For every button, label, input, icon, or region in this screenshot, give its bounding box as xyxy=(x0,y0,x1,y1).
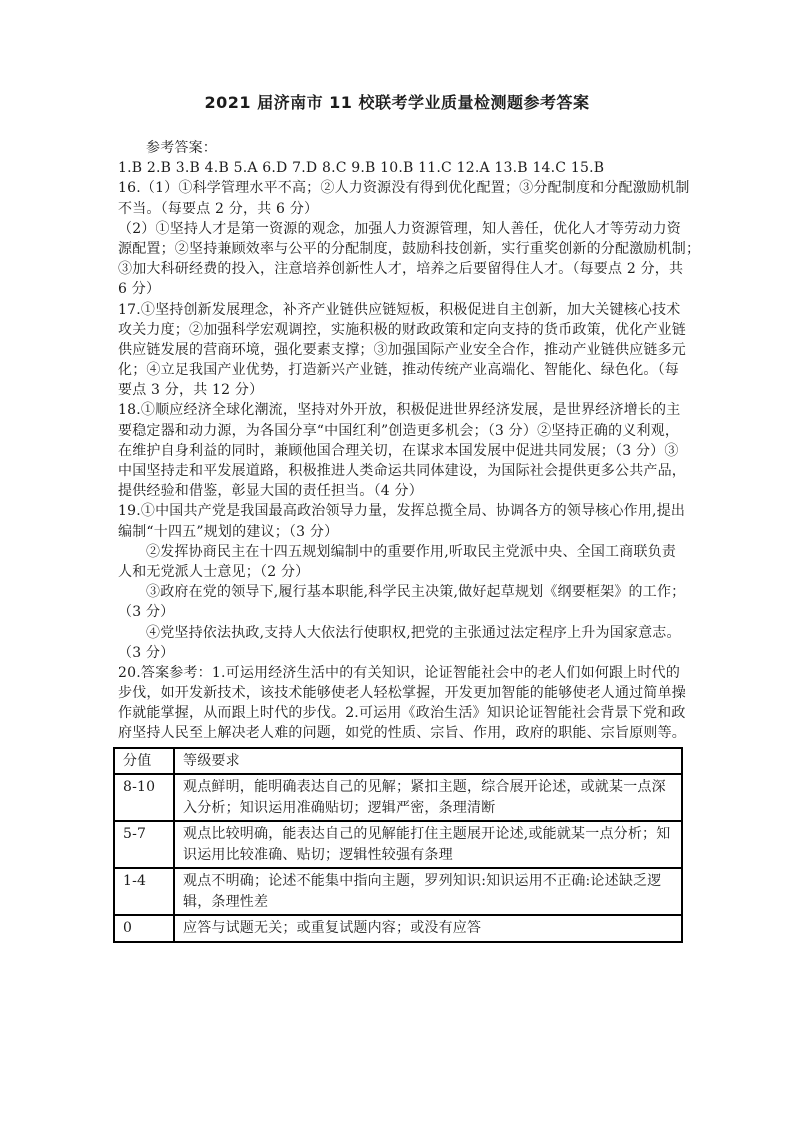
answer-line: 府坚持人民至上解决老人难的问题，如党的性质、宗旨、作用，政府的职能、宗旨原则等。 xyxy=(118,725,686,742)
answer-line: 供应链发展的营商环境，强化要素支撑；③加强国际产业安全合作，推动产业链供应链多元 xyxy=(118,341,686,358)
answer-line: 16.（1）①科学管理水平不高；②人力资源没有得到优化配置；③分配制度和分配激励机制 xyxy=(118,180,690,197)
answer-line: 攻关力度；②加强科学宏观调控，实施积极的财政政策和定向支持的货币政策，优化产业链 xyxy=(118,321,686,338)
answer-line: 中国坚持走和平发展道路，积极推进人类命运共同体建设，为国际社会提供更多公共产品， xyxy=(118,463,686,479)
answer-line: ②发挥协商民主在十四五规划编制中的重要作用,听取民主党派中央、全国工商联负责 xyxy=(146,543,677,560)
table-row xyxy=(114,774,682,821)
answer-line: 源配置；②坚持兼顾效率与公平的分配制度，鼓励科技创新，实行重奖创新的分配激励机制； xyxy=(118,240,701,257)
grading-table xyxy=(113,747,683,943)
table-header-row xyxy=(114,748,682,775)
score-cell: 0 xyxy=(114,915,174,942)
requirement-cell: 观点鲜明，能明确表达自己的见解；紧扣主题，综合展开论述，或就某一点深入分析；知识运用准确贴切；逻辑严密，条理清断 xyxy=(174,774,682,821)
score-cell: 1-4 xyxy=(114,868,174,915)
answer-line: 18.①顺应经济全球化潮流，坚持对外开放，积极促进世界经济发展，是世界经济增长的主 xyxy=(118,402,681,419)
answer-line: ③政府在党的领导下,履行基本职能,科学民主决策,做好起草规划《纲要框架》的工作； xyxy=(146,584,686,601)
answer-line: （3 分） xyxy=(118,604,175,621)
requirement-cell: 观点不明确；论述不能集中指向主题，罗列知识:知识运用不正确:论述缺乏逻辑，条理性差 xyxy=(174,868,682,915)
answer-line: 20.答案参考：1.可运用经济生活中的有关知识，论证智能社会中的老人们如何跟上时代的 xyxy=(118,664,681,681)
answer-line: 步伐，如开发新技术，该技术能够使老人轻松掌握，开发更加智能的能够使老人通过简单操 xyxy=(118,685,686,702)
score-cell: 5-7 xyxy=(114,821,174,868)
answer-line: ④党坚持依法执政,支持人大依法行使职权,把党的主张通过法定程序上升为国家意志。 xyxy=(146,624,681,641)
table-row xyxy=(114,868,682,915)
answer-line: 提供经验和借鉴，彰显大国的责任担当。（4 分） xyxy=(118,483,423,500)
answer-line: 17.①坚持创新发展理念，补齐产业链供应链短板，积极促进自主创新，加大关键核心技术 xyxy=(118,301,681,318)
answer-line: 编制“十四五”规划的建议；（3 分） xyxy=(118,523,339,540)
answer-block-19 xyxy=(113,501,685,663)
page-title: 2021 届济南市 11 校联考学业质量检测题参考答案 xyxy=(204,93,590,112)
document-body xyxy=(113,138,701,943)
answer-block-17 xyxy=(113,300,685,401)
objective-answers-line: 1.B 2.B 3.B 4.B 5.A 6.D 7.D 8.C 9.B 10.B 11.C 12.A 13.B 14.C 15.B xyxy=(118,160,605,177)
score-cell: 8-10 xyxy=(114,774,174,821)
answer-line: 不当。（每要点 2 分，共 6 分） xyxy=(118,200,319,217)
answer-line: 6 分） xyxy=(118,281,161,298)
answer-block-16 xyxy=(113,178,701,299)
answer-line: 化；④立足我国产业优势，打造新兴产业链，推动传统产业高端化、智能化、绿色化。（每 xyxy=(118,362,679,379)
answer-line: 要稳定器和动力源，为各国分享“中国红利”创造更多机会；（3 分）②坚持正确的义利观， xyxy=(118,422,680,439)
answer-line: （3 分） xyxy=(118,644,175,661)
answer-line: 19.①中国共产党是我国最高政治领导力量，发挥总揽全局、协调各方的领导核心作用,提出 xyxy=(118,503,686,520)
table-row xyxy=(114,821,682,868)
answer-line: 要点 3 分，共 12 分） xyxy=(118,382,264,399)
answer-line: 作就能掌握，从而跟上时代的步伐。2.可运用《政治生活》知识论证智能社会背景下党和政 xyxy=(118,705,686,722)
answer-line: 人和无党派人士意见；（2 分） xyxy=(118,563,310,580)
table-header-requirement: 等级要求 xyxy=(174,748,682,775)
answer-line: 在维护自身利益的同时，兼顾他国合理关切，在谋求本国发展中促进共同发展；（3 分）③ xyxy=(118,442,679,459)
requirement-cell: 应答与试题无关；或重复试题内容；或没有应答 xyxy=(174,915,682,942)
intro-line: 参考答案： xyxy=(146,140,217,156)
table-row xyxy=(114,915,682,942)
answer-line: ③加大科研经费的投入，注意培养创新性人才，培养之后要留得住人才。（每要点 2 分，共 xyxy=(118,261,684,278)
answer-line: （2）①坚持人才是第一资源的观念，加强人力资源管理，知人善任，优化人才等劳动力资 xyxy=(118,220,681,237)
table-header-score: 分值 xyxy=(114,748,174,775)
answer-block-20 xyxy=(113,663,685,744)
requirement-cell: 观点比较明确，能表达自己的见解能打住主题展开论述,或能就某一点分析；知识运用比较准确、贴切；逻辑性较强有条理 xyxy=(174,821,682,868)
answer-block-18 xyxy=(113,400,685,501)
